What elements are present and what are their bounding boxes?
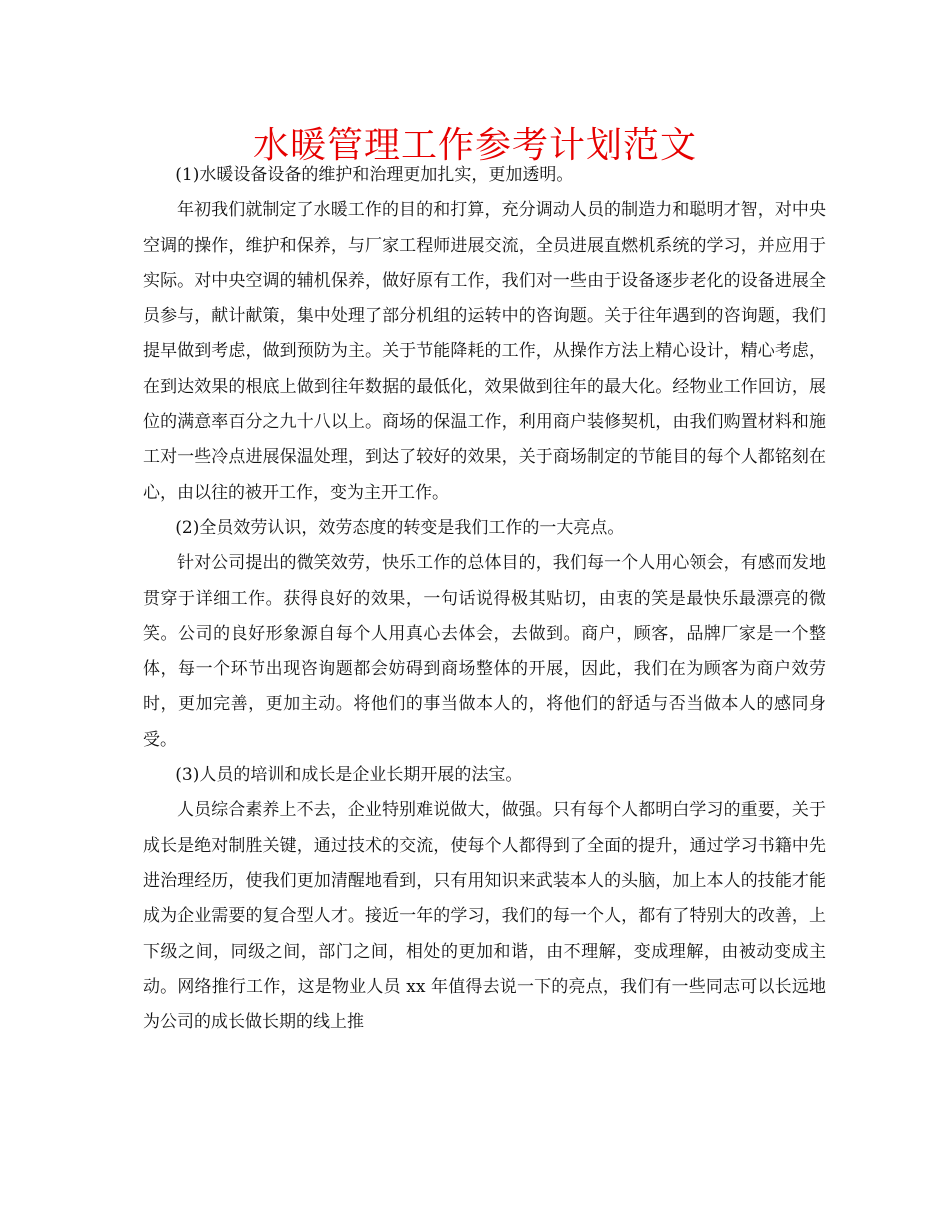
body-paragraph-3: 人员综合素养上不去，企业特别难说做大，做强。只有每个人都明白学习的重要，关于成长是绝对制胜关键，通过技术的交流，使每个人都得到了全面的提升，通过学习书籍中先进治理经历，使我们更加清醒地看到，只有用知识来武装本人的头脑，加上本人的技能才能成为企业需要的复合型人才。接近一年的学习，我们的每一个人，都有了特别大的改善，上下级之间，同级之间，部门之间，相处的更加和谐，由不理解，变成理解，由被动变成主动。网络推行工作，这是物业人员 xx 年值得去说一下的亮点，我们有一些同志可以长远地为公司的成长做长期的线上推 — [143, 800, 826, 1033]
document-title: 水暖管理工作参考计划范文 — [252, 125, 697, 166]
document-body — [143, 158, 826, 1040]
section-heading-1: (1)水暖设备设备的维护和治理更加扎实，更加透明。 — [175, 165, 574, 185]
section-heading-3: (3)人员的培训和成长是企业长期开展的法宝。 — [175, 765, 523, 786]
body-paragraph-2: 针对公司提出的微笑效劳，快乐工作的总体目的，我们每一个人用心领会，有感而发地贯穿于详细工作。获得良好的效果，一句话说得极其贴切，由衷的笑是最快乐最漂亮的微笑。公司的良好形象源自每个人用真心去体会，去做到。商户，顾客，品牌厂家是一个整体，每一个环节出现咨询题都会妨碍到商场整体的开展，因此，我们在为顾客为商户效劳时，更加完善，更加主动。将他们的事当做本人的，将他们的舒适与否当做本人的感同身受。 — [143, 553, 826, 750]
section-heading-2: (2)全员效劳认识，效劳态度的转变是我们工作的一大亮点。 — [175, 517, 625, 538]
body-paragraph-1: 年初我们就制定了水暖工作的目的和打算，充分调动人员的制造力和聪明才智，对中央空调的操作，维护和保养，与厂家工程师进展交流，全员进展直燃机系统的学习，并应用于实际。对中央空调的辅机保养，做好原有工作，我们对一些由于设备逐步老化的设备进展全员参与，献计献策，集中处理了部分机组的运转中的咨询题。关于往年遇到的咨询题，我们提早做到考虑，做到预防为主。关于节能降耗的工作，从操作方法上精心设计，精心考虑，在到达效果的根底上做到往年数据的最低化，效果做到往年的最大化。经物业工作回访，展位的满意率百分之九十八以上。商场的保温工作，利用商户装修契机，由我们购置材料和施工对一些冷点进展保温处理，到达了较好的效果，关于商场制定的节能目的每个人都铭刻在心，由以往的被开工作，变为主开工作。 — [143, 200, 826, 503]
